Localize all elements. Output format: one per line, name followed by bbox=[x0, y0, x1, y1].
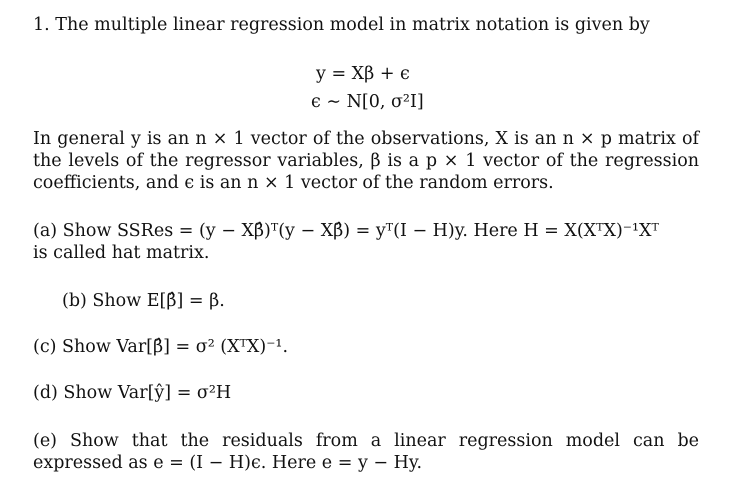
part-a-line-1: (a) Show SSRes = (y − Xβ̂)ᵀ(y − Xβ̂) = yᵀ(I − H)y. Here H = X(XᵀX)⁻¹Xᵀ bbox=[33, 221, 659, 241]
model-equation: y = Xβ + ϵ bbox=[316, 64, 410, 84]
part-a-line-2: is called hat matrix. bbox=[33, 243, 210, 263]
question-intro: The multiple linear regression model in matrix notation is given by bbox=[55, 15, 650, 35]
definitions-paragraph: In general y is an n × 1 vector of the observations, X is an n × p matrix of the levels of the regressor variables, β is a p × 1 vector of the regression coefficients, and ϵ is an n × 1 vector of the random errors. bbox=[33, 129, 699, 193]
error-distribution-equation: ϵ ∼ N[0, σ²I] bbox=[311, 92, 424, 112]
part-e: (e) Show that the residuals from a linear regression model can be expressed as e = (I − H)ϵ. Here e = y − Hy. bbox=[33, 431, 699, 473]
part-b: (b) Show E[β̂] = β. bbox=[62, 291, 225, 311]
question-number: 1. bbox=[33, 15, 50, 35]
question-heading bbox=[33, 14, 650, 36]
part-c: (c) Show Var[β̂] = σ² (XᵀX)⁻¹. bbox=[33, 337, 289, 357]
part-d: (d) Show Var[ŷ] = σ²H bbox=[33, 383, 232, 403]
